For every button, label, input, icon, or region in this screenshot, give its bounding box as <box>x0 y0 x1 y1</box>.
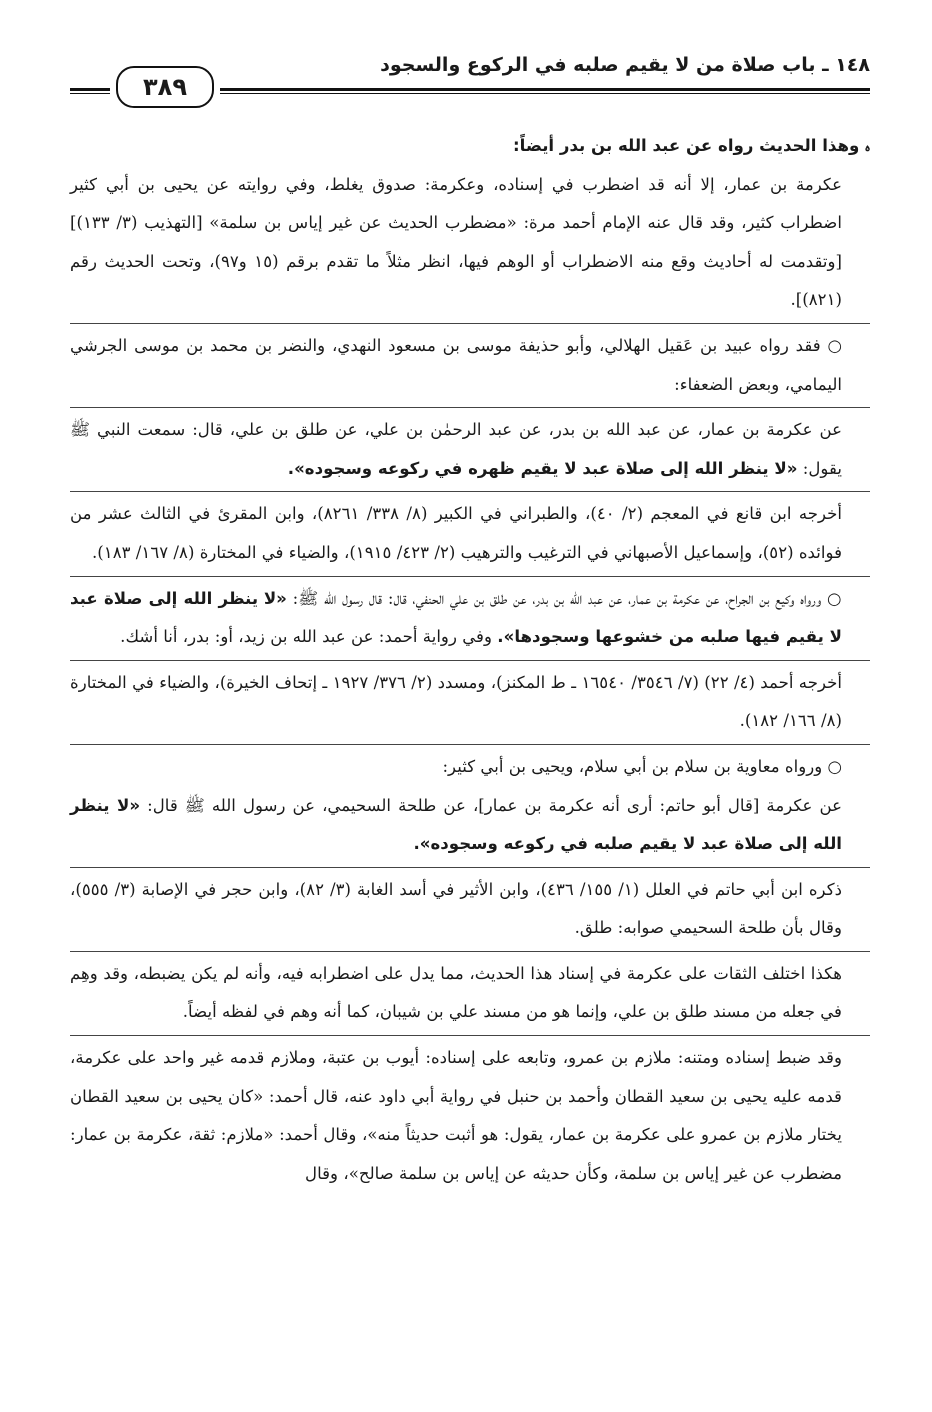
narration-tail: وفي رواية أحمد: عن عبد الله بن زيد، أو: بدر، أنا أشك. <box>120 627 498 647</box>
hadith-paragraph <box>70 787 870 864</box>
separator-line <box>70 867 870 868</box>
paragraph: عكرمة بن عمار، إلا أنه قد اضطرب في إسناده، وعكرمة: صدوق يغلط، وفي روايته عن يحيى بن أبي كثير اضطراب كثير، وقد قال عنه الإمام أحمد مرة: «مضطرب الحديث عن غير إياس بن سلمة» [التهذيب (٣/ ١٣٣)] [وتقدمت له أحاديث وقع منه الاضطراب أو الوهم فيها، انظر مثلاً ما تقدم برقم (١٥ و٩٧)، وتحت الحديث رقم (٨٢١)]. <box>70 174 842 310</box>
paragraph: ذكره ابن أبي حاتم في العلل (١/ ١٥٥/ ٤٣٦)، وابن الأثير في أسد الغابة (٣/ ٨٢)، وابن حجر في الإصابة (٣/ ٥٥٥)، وقال بأن طلحة السحيمي صوابه: طلق. <box>70 879 842 938</box>
paragraph: هكذا اختلف الثقات على عكرمة في إسناد هذا الحديث، مما يدل على اضطرابه فيه، وأنه لم يكن يضبطه، وقد وهِم في جعله من مسند طلق بن علي، وإنما هو من مسند علي بن شيبان، كما أنه وهم في لفظه أيضاً. <box>70 963 842 1022</box>
hadith-paragraph <box>70 580 870 657</box>
paragraph: أخرجه أحمد (٤/ ٢٢) (٧/ ٣٥٤٦/ ١٦٥٤٠ ـ ط المكنز)، ومسدد (٢/ ٣٧٦/ ١٩٢٧ ـ إتحاف الخيرة)، والضياء في المختارة (٨/ ١٦٦/ ١٨٢). <box>70 672 842 731</box>
paragraph: أخرجه ابن قانع في المعجم (٢/ ٤٠)، والطبراني في الكبير (٨/ ٣٣٨/ ٨٢٦١)، وابن المقرئ في الثالث عشر من فوائده (٥٢)، وإسماعيل الأصبهاني في الترغيب والترهيب (٢/ ٤٢٣/ ١٩١٥)، والضياء في المختارة (٨/ ١٦٧/ ١٨٣). <box>70 504 842 562</box>
separator-line <box>70 576 870 577</box>
hadith-text: «لا ينظر الله إلى صلاة عبد لا يقيم فيها صلبه من خشوعها وسجودها». <box>70 588 842 647</box>
hadith-text: «لا ينظر الله إلى صلاة عبد لا يقيم ظهره في ركوعه وسجوده». <box>287 458 798 478</box>
page-number: ٣٨٩ <box>116 66 214 108</box>
page-header <box>70 46 870 101</box>
paragraph: ○ ورواه معاوية بن سلام بن أبي سلام، ويحيى بن أبي كثير: <box>442 756 842 776</box>
running-title: ١٤٨ ـ باب صلاة من لا يقيم صلبه في الركوع والسجود <box>380 54 870 76</box>
hadith-text: «لا ينظر الله إلى صلاة عبد لا يقيم صلبه في ركوعه وسجوده». <box>70 795 842 854</box>
narration-text: عن عكرمة بن عمار، عن عبد الله بن بدر، عن عبد الرحمٰن بن علي، عن طلق بن علي، قال: سمعت النبي ﷺ يقول: <box>70 420 842 478</box>
separator-line <box>70 1035 870 1036</box>
paragraph: ○ فقد رواه عبيد بن عَقيل الهلالي، وأبو حذيفة موسى بن مسعود النهدي، والنضر بن محمد بن موسى الجرشي اليمامي، وبعض الضعفاء: <box>70 335 842 394</box>
separator-line <box>70 660 870 661</box>
separator-line <box>70 407 870 408</box>
paragraph: وقد ضبط إسناده ومتنه: ملازم بن عمرو، وتابعه على إسناده: أيوب بن عتبة، وملازم قدمه غير واحد على عكرمة، قدمه عليه يحيى بن سعيد القطان وأحمد بن حنبل في رواية أبي داود عنه، قال أحمد: «كان يحيى بن سعيد القطان يختار ملازم بن عمرو على عكرمة بن عمار، يقول: هو أثبت حديثاً منه»، وقال أحمد: «ملازم: ثقة، عكرمة بن عمار: مضطرب عن غير إياس بن سلمة، وكأن حديثه عن إياس بن سلمة صالح»، وقال <box>70 1048 842 1183</box>
separator-line <box>70 491 870 492</box>
separator-line <box>70 744 870 745</box>
separator-line <box>70 951 870 952</box>
separator-line <box>70 323 870 324</box>
hadith-paragraph <box>70 411 870 488</box>
header-rule <box>220 88 870 94</box>
body-text <box>70 127 870 1193</box>
section-heading: ﮦ وهذا الحديث رواه عن عبد الله بن بدر أيضاً: <box>512 136 870 155</box>
narration-text: ○ ورواه وكيع بن الجراح، عن عكرمة بن عمار، عن عبد الله بن بدر، عن طلق بن علي الحنفي، قال: قال رسول الله ﷺ: <box>286 588 842 608</box>
header-rule-left <box>70 88 110 94</box>
narration-text: عن عكرمة [قال أبو حاتم: أرى أنه عكرمة بن عمار]، عن طلحة السحيمي، عن رسول الله ﷺ قال: <box>140 795 842 815</box>
